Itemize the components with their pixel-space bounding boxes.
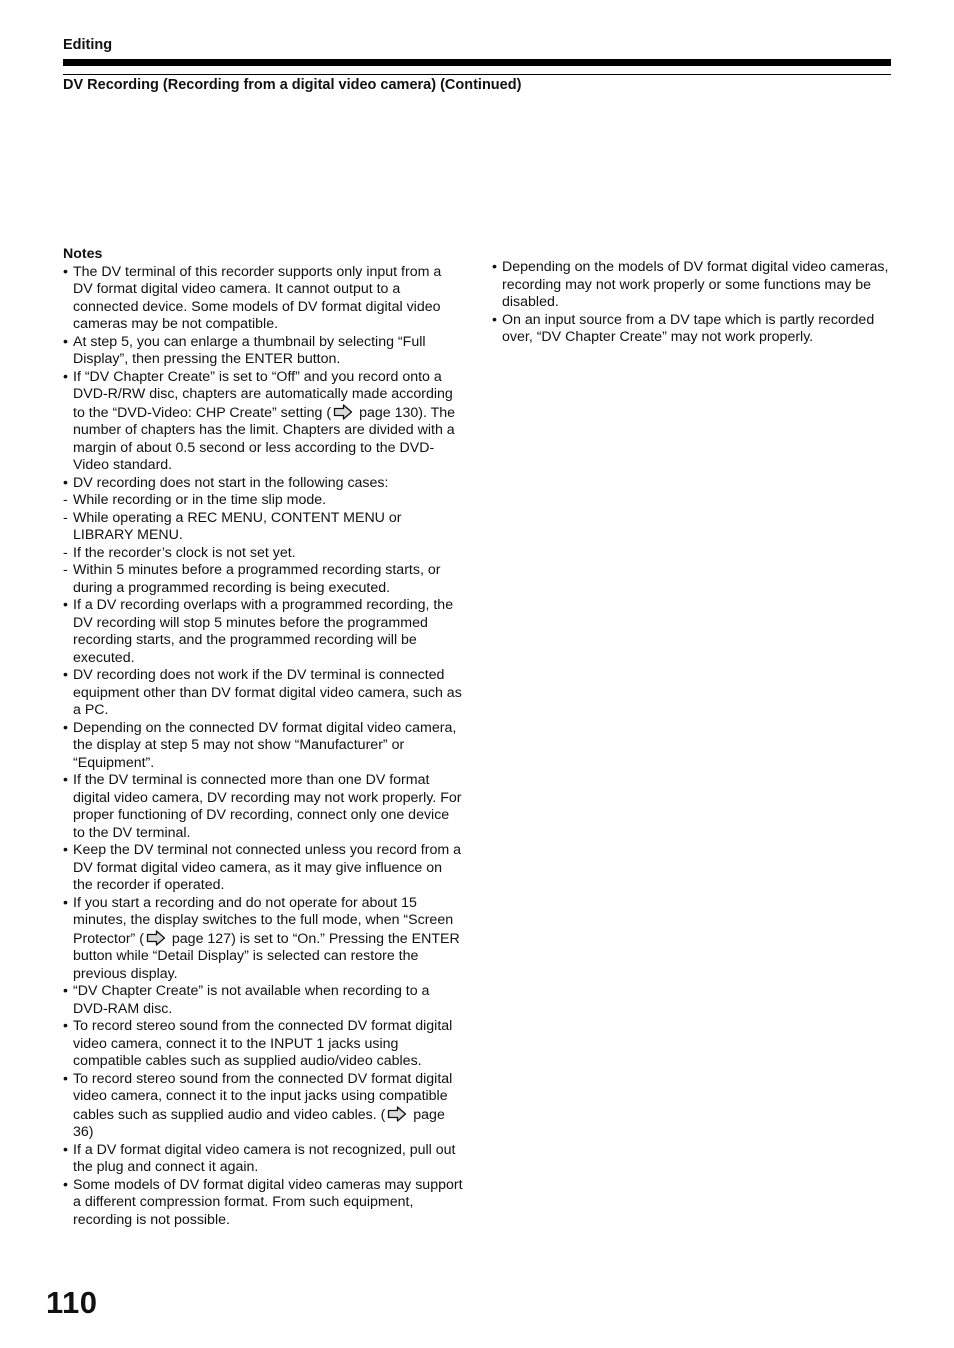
notes-column-right xyxy=(492,259,892,347)
note-text: DV recording does not start in the following cases: xyxy=(73,474,389,491)
note-text: Within 5 minutes before a programmed recording starts, or during a programmed recording is being executed. xyxy=(73,562,441,596)
dash-marker: - xyxy=(63,562,68,578)
bullet-marker: • xyxy=(63,894,68,911)
note-text: Some models of DV format digital video cameras may support a different compression format. From such equipment, recording is not possible. xyxy=(73,1176,463,1228)
note-text: If the DV terminal is connected more than one DV format digital video camera, DV recording may not work properly. For proper functioning of DV recording, connect only one device to the DV terminal. xyxy=(73,772,462,841)
note-text: At step 5, you can enlarge a thumbnail by selecting “Full Display”, then pressing the ENTER button. xyxy=(73,333,426,367)
note-item xyxy=(63,772,463,842)
bullet-marker: • xyxy=(63,474,68,491)
notes-list-right xyxy=(492,259,892,347)
note-item xyxy=(63,369,463,475)
bullet-marker: • xyxy=(63,719,68,736)
header-rule-thick xyxy=(63,59,891,66)
note-text: Depending on the models of DV format digital video cameras, recording may not work properly or some functions may be disabled. xyxy=(502,259,889,310)
note-item xyxy=(63,667,463,720)
bullet-marker: • xyxy=(63,368,68,385)
note-subitem xyxy=(63,545,463,563)
note-item xyxy=(492,312,892,347)
note-item xyxy=(63,720,463,773)
bullet-marker: • xyxy=(63,983,68,999)
notes-title: Notes xyxy=(63,246,103,262)
note-text: page 127) is set to “On.” Pressing the ENTER button while “Detail Display” is selected can restore the previous display. xyxy=(73,930,460,982)
note-text: To record stereo sound from the connected DV format digital video camera, connect it to the input jacks using compatible cables such as supplied audio and video cables. ( xyxy=(73,1070,453,1123)
bullet-marker: • xyxy=(63,263,68,280)
dash-marker: - xyxy=(63,509,68,526)
bullet-marker: • xyxy=(63,1018,68,1034)
note-item xyxy=(63,334,463,369)
note-item xyxy=(63,1018,463,1071)
bullet-marker: • xyxy=(492,311,497,328)
note-item xyxy=(63,475,463,493)
note-text: While operating a REC MENU, CONTENT MENU or LIBRARY MENU. xyxy=(73,509,402,543)
dash-marker: - xyxy=(63,544,68,561)
bullet-marker: • xyxy=(63,597,68,613)
bullet-marker: • xyxy=(63,842,68,858)
note-text: If a DV format digital video camera is not recognized, pull out the plug and connect it again. xyxy=(73,1141,456,1175)
page-reference-arrow-icon xyxy=(333,404,353,420)
note-text: To record stereo sound from the connected DV format digital video camera, connect it to the INPUT 1 jacks using compatible cables such as supplied audio/video cables. xyxy=(73,1018,453,1069)
section-label: Editing xyxy=(63,37,113,53)
notes-list-left xyxy=(63,264,463,1230)
note-text: If “DV Chapter Create” is set to “Off” and you record onto a DVD-R/RW disc, chapters are automatically made according to the “DVD-Video: CHP Create” setting ( xyxy=(73,368,453,421)
note-item xyxy=(63,1071,463,1142)
note-text: On an input source from a DV tape which is partly recorded over, “DV Chapter Create” may not work properly. xyxy=(502,311,875,345)
bullet-marker: • xyxy=(63,1070,68,1087)
note-text: “DV Chapter Create” is not available when recording to a DVD-RAM disc. xyxy=(73,983,430,1017)
note-text: If you start a recording and do not operate for about 15 minutes, the display switches to the full mode, when “Screen Protector” ( xyxy=(73,894,454,947)
note-item xyxy=(63,1177,463,1230)
page-heading: DV Recording (Recording from a digital video camera) (Continued) xyxy=(63,77,522,93)
note-item xyxy=(63,842,463,895)
note-subitem xyxy=(63,492,463,510)
bullet-marker: • xyxy=(492,259,497,275)
note-text: If the recorder’s clock is not set yet. xyxy=(73,544,296,561)
note-item xyxy=(63,597,463,667)
note-item xyxy=(63,264,463,334)
notes-column-left xyxy=(63,246,463,1229)
note-text: If a DV recording overlaps with a programmed recording, the DV recording will stop 5 minutes before the programmed recording starts, and the programmed recording will be executed. xyxy=(73,597,454,666)
note-text: While recording or in the time slip mode. xyxy=(73,492,327,508)
note-item xyxy=(492,259,892,312)
note-subitem xyxy=(63,562,463,597)
note-item xyxy=(63,983,463,1018)
note-text: page 130). The number of chapters has the limit. Chapters are divided with a margin of about 0.5 second or less according to the DVD-Video standard. xyxy=(73,404,456,473)
dash-marker: - xyxy=(63,492,68,508)
bullet-marker: • xyxy=(63,667,68,683)
note-text: Keep the DV terminal not connected unless you record from a DV format digital video camera, as it may give influence on the recorder if operated. xyxy=(73,842,462,893)
bullet-marker: • xyxy=(63,1176,68,1193)
bullet-marker: • xyxy=(63,1141,68,1158)
note-text: page 36) xyxy=(73,1106,445,1140)
note-item xyxy=(63,895,463,984)
note-text: The DV terminal of this recorder supports only input from a DV format digital video camera. It cannot output to a connected device. Some models of DV format digital video cameras may be not compatible. xyxy=(73,263,442,332)
note-item xyxy=(63,1142,463,1177)
note-subitem xyxy=(63,510,463,545)
bullet-marker: • xyxy=(63,333,68,350)
page-number: 110 xyxy=(46,1285,98,1320)
page-reference-arrow-icon xyxy=(387,1106,407,1122)
header-rule-thin xyxy=(63,74,891,75)
bullet-marker: • xyxy=(63,772,68,788)
page-reference-arrow-icon xyxy=(146,930,166,946)
note-text: DV recording does not work if the DV terminal is connected equipment other than DV format digital video camera, such as a PC. xyxy=(73,667,462,718)
note-text: Depending on the connected DV format digital video camera, the display at step 5 may not show “Manufacturer” or “Equipment”. xyxy=(73,719,457,771)
